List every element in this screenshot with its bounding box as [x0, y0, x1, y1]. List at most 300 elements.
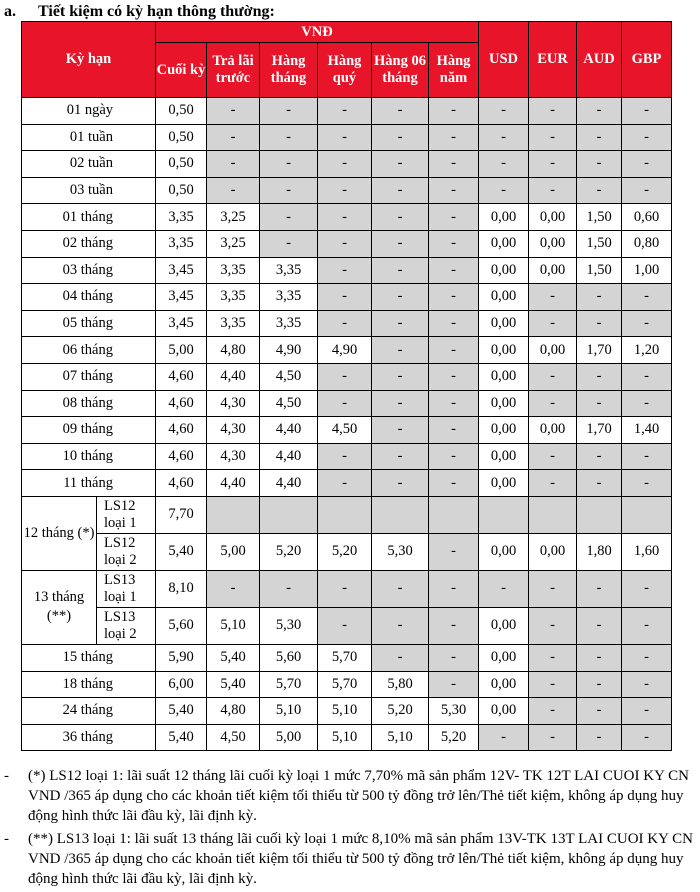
rate-cell: 4,40	[260, 470, 318, 497]
rate-cell: 4,50	[260, 363, 318, 390]
rate-cell: -	[318, 390, 372, 417]
rate-cell: 5,30	[372, 533, 429, 570]
rate-cell: 3,35	[156, 230, 207, 257]
rate-cell: -	[372, 470, 429, 497]
rate-cell: -	[529, 177, 577, 204]
table-row	[22, 443, 672, 470]
rate-cell: 4,60	[156, 443, 207, 470]
rate-cell: 0,00	[479, 533, 529, 570]
term-label: 01 ngày	[22, 98, 156, 125]
term-label: 18 tháng	[22, 671, 156, 698]
header-vnd-col: Hàng tháng	[260, 43, 318, 98]
rate-cell: -	[429, 177, 479, 204]
footnote-text: (**) LS13 loại 1: lãi suất 13 tháng lãi cuối kỳ loại 1 mức 8,10% mã sản phẩm 13V-TK 13T LAI CUOI KY CN VND /365 áp dụng cho các khoản tiết kiệm tối thiểu từ 500 tỷ đồng trở lên/Thẻ tiết kiệm, không áp dụng huy động hình thức lãi đầu kỳ, lãi định kỳ.	[28, 831, 693, 887]
term-label: 05 tháng	[22, 310, 156, 337]
rate-cell: -	[622, 470, 672, 497]
rate-cell: -	[622, 607, 672, 644]
rate-cell: 0,50	[156, 98, 207, 125]
rate-cell: 0,00	[479, 363, 529, 390]
rate-cell: 3,35	[260, 310, 318, 337]
rate-cell: -	[429, 204, 479, 231]
rate-cell: 4,80	[207, 698, 260, 725]
header-vnd-col: Cuối kỳ	[156, 43, 207, 98]
rate-cell: -	[372, 177, 429, 204]
rate-cell: 6,00	[156, 671, 207, 698]
rate-cell: -	[372, 443, 429, 470]
term-sub-label: LS13 loại 1	[97, 570, 156, 607]
term-sub-label: LS12 loại 1	[97, 496, 156, 533]
rate-cell: -	[372, 310, 429, 337]
rate-cell: 1,70	[577, 337, 622, 364]
rate-cell: 5,90	[156, 644, 207, 671]
rate-cell: -	[260, 98, 318, 125]
rate-cell: 3,25	[207, 204, 260, 231]
rate-cell: 0,00	[479, 470, 529, 497]
rate-cell: 5,80	[372, 671, 429, 698]
table-row	[22, 124, 672, 151]
term-label: 01 tuần	[22, 124, 156, 151]
rate-cell: -	[622, 644, 672, 671]
rate-cell: -	[372, 204, 429, 231]
term-label: 11 tháng	[22, 470, 156, 497]
rate-cell: -	[429, 607, 479, 644]
rate-cell: 1,60	[622, 533, 672, 570]
rate-cell: -	[429, 390, 479, 417]
rate-cell: -	[318, 470, 372, 497]
header-currency-aud: AUD	[577, 22, 622, 98]
term-label: 10 tháng	[22, 443, 156, 470]
rate-cell: 5,10	[318, 724, 372, 751]
rate-cell: -	[577, 98, 622, 125]
rate-cell: 1,20	[622, 337, 672, 364]
rate-cell: -	[622, 284, 672, 311]
term-label: 07 tháng	[22, 363, 156, 390]
rate-cell: -	[372, 417, 429, 444]
rate-cell: -	[429, 363, 479, 390]
rate-cell: -	[318, 607, 372, 644]
rate-cell: -	[318, 98, 372, 125]
table-row	[22, 284, 672, 311]
rate-cell: -	[479, 724, 529, 751]
rate-cell	[207, 496, 260, 533]
table-row	[22, 257, 672, 284]
savings-rate-table	[21, 21, 672, 751]
section-heading	[4, 3, 275, 21]
rate-cell: -	[529, 284, 577, 311]
rate-cell: -	[577, 443, 622, 470]
rate-cell	[429, 496, 479, 533]
rate-cell: 4,60	[156, 470, 207, 497]
rate-cell: 5,30	[429, 698, 479, 725]
rate-cell: -	[429, 570, 479, 607]
rate-cell: -	[622, 177, 672, 204]
rate-cell: -	[479, 177, 529, 204]
footnotes	[0, 766, 700, 892]
rate-cell: 4,50	[260, 390, 318, 417]
rate-cell: 1,80	[577, 533, 622, 570]
rate-cell: -	[529, 671, 577, 698]
rate-cell: -	[529, 570, 577, 607]
rate-cell: -	[318, 310, 372, 337]
rate-cell: 0,00	[479, 337, 529, 364]
rate-cell: -	[372, 257, 429, 284]
rate-cell: 4,80	[207, 337, 260, 364]
rate-cell: -	[429, 98, 479, 125]
rate-cell: -	[207, 151, 260, 178]
rate-cell: 4,30	[207, 443, 260, 470]
rate-cell: 3,35	[156, 204, 207, 231]
rate-cell: -	[318, 177, 372, 204]
rate-cell: 0,00	[479, 204, 529, 231]
rate-cell: -	[260, 230, 318, 257]
rate-cell: -	[622, 390, 672, 417]
rate-cell: -	[318, 204, 372, 231]
rate-cell: -	[529, 124, 577, 151]
term-label: 08 tháng	[22, 390, 156, 417]
rate-cell: -	[622, 443, 672, 470]
rate-cell: -	[577, 151, 622, 178]
rate-cell: 5,00	[207, 533, 260, 570]
rate-cell: 4,50	[318, 417, 372, 444]
rate-cell: -	[577, 607, 622, 644]
rate-cell: -	[529, 698, 577, 725]
rate-cell: 0,00	[479, 671, 529, 698]
rate-cell	[577, 496, 622, 533]
rate-cell: 4,60	[156, 417, 207, 444]
rate-cell: 0,00	[529, 337, 577, 364]
rate-cell: -	[622, 124, 672, 151]
footnote-ls12	[0, 766, 700, 826]
rate-cell: -	[429, 337, 479, 364]
rate-cell: -	[260, 151, 318, 178]
rate-cell: -	[372, 230, 429, 257]
rate-cell: 5,10	[372, 724, 429, 751]
rate-cell: -	[318, 230, 372, 257]
rate-cell: -	[479, 570, 529, 607]
rate-cell: 5,40	[156, 724, 207, 751]
rate-cell	[260, 496, 318, 533]
rate-cell: -	[622, 151, 672, 178]
rate-cell: 5,70	[318, 644, 372, 671]
rate-cell: 4,50	[207, 724, 260, 751]
rate-cell: 4,90	[318, 337, 372, 364]
footnote-text: (*) LS12 loại 1: lãi suất 12 tháng lãi cuối kỳ loại 1 mức 7,70% mã sản phẩm 12V- TK 12T LAI CUOI KY CN VND /365 áp dụng cho các khoản tiết kiệm tối thiểu từ 500 tỷ đồng trở lên/Thẻ tiết kiệm, không áp dụng huy động hình thức lãi đầu kỳ, lãi định kỳ.	[28, 768, 689, 824]
rate-cell: 3,25	[207, 230, 260, 257]
term-label: 24 tháng	[22, 698, 156, 725]
rate-cell: -	[529, 151, 577, 178]
rate-cell: -	[529, 310, 577, 337]
rate-cell: 1,50	[577, 204, 622, 231]
rate-cell: -	[577, 470, 622, 497]
rate-cell: -	[207, 570, 260, 607]
rate-cell: 5,70	[318, 671, 372, 698]
header-row	[22, 22, 672, 43]
rate-cell: 5,20	[318, 533, 372, 570]
rate-cell: 3,35	[260, 257, 318, 284]
rate-cell: -	[577, 284, 622, 311]
rate-cell: -	[529, 443, 577, 470]
rate-cell	[479, 496, 529, 533]
term-label: 09 tháng	[22, 417, 156, 444]
rate-cell: -	[429, 470, 479, 497]
footnote-ls13	[0, 829, 700, 889]
rate-cell: 0,50	[156, 151, 207, 178]
rate-cell: 0,50	[156, 177, 207, 204]
rate-cell: 0,00	[479, 698, 529, 725]
rate-cell: -	[372, 337, 429, 364]
rate-cell: -	[577, 363, 622, 390]
rate-cell: 4,40	[207, 470, 260, 497]
rate-cell: 5,60	[156, 607, 207, 644]
rate-cell: -	[429, 671, 479, 698]
rate-cell: -	[429, 417, 479, 444]
rate-cell: 0,00	[529, 257, 577, 284]
rate-cell: 4,40	[260, 443, 318, 470]
rate-cell: 4,60	[156, 390, 207, 417]
header-currency-gbp: GBP	[622, 22, 672, 98]
rate-cell: 4,40	[260, 417, 318, 444]
rate-cell: -	[318, 363, 372, 390]
rate-cell: -	[529, 644, 577, 671]
rate-cell: 5,00	[260, 724, 318, 751]
rate-cell	[529, 496, 577, 533]
table-row	[22, 337, 672, 364]
rate-cell: -	[577, 644, 622, 671]
rate-cell: -	[529, 607, 577, 644]
rate-cell: 4,60	[156, 363, 207, 390]
term-sub-label: LS13 loại 2	[97, 607, 156, 644]
rate-cell: 5,30	[260, 607, 318, 644]
rate-cell: -	[372, 363, 429, 390]
rate-cell: 5,10	[260, 698, 318, 725]
rate-cell: 0,00	[479, 284, 529, 311]
rate-cell: 3,35	[260, 284, 318, 311]
rate-cell: -	[577, 671, 622, 698]
table-row	[22, 417, 672, 444]
rate-cell: -	[372, 570, 429, 607]
term-label: 36 tháng	[22, 724, 156, 751]
table-row	[22, 310, 672, 337]
rate-cell: -	[577, 177, 622, 204]
header-vnd-group: VNĐ	[156, 22, 479, 43]
rate-cell: -	[372, 284, 429, 311]
rate-cell: 1,00	[622, 257, 672, 284]
rate-cell	[372, 496, 429, 533]
rate-cell: -	[207, 124, 260, 151]
rate-cell: -	[529, 724, 577, 751]
rate-cell: 0,00	[529, 204, 577, 231]
rate-cell: 5,40	[156, 533, 207, 570]
rate-cell: -	[318, 151, 372, 178]
rate-cell: 5,10	[318, 698, 372, 725]
rate-cell: -	[529, 363, 577, 390]
rate-cell: -	[479, 151, 529, 178]
rate-cell	[622, 496, 672, 533]
rate-cell: 0,00	[479, 443, 529, 470]
rate-cell: 0,50	[156, 124, 207, 151]
rate-cell: 1,70	[577, 417, 622, 444]
rate-cell: -	[577, 390, 622, 417]
rate-cell: 5,60	[260, 644, 318, 671]
rate-cell: -	[260, 570, 318, 607]
footnote-dash: -	[4, 768, 9, 784]
header-vnd-col: Trả lãi trước	[207, 43, 260, 98]
footnote-dash: -	[4, 831, 9, 847]
rate-cell: -	[429, 257, 479, 284]
table-row	[22, 570, 672, 607]
rate-cell: -	[372, 151, 429, 178]
rate-cell: 4,30	[207, 390, 260, 417]
table-row	[22, 607, 672, 644]
rate-cell: -	[318, 124, 372, 151]
rate-cell: -	[577, 570, 622, 607]
term-label: 02 tháng	[22, 230, 156, 257]
term-label: 15 tháng	[22, 644, 156, 671]
rate-cell: -	[207, 98, 260, 125]
rate-cell: 5,20	[260, 533, 318, 570]
term-label: 04 tháng	[22, 284, 156, 311]
rate-cell: 3,35	[207, 310, 260, 337]
table-row	[22, 644, 672, 671]
table-row	[22, 724, 672, 751]
rate-cell: 0,80	[622, 230, 672, 257]
rate-cell: -	[429, 443, 479, 470]
term-label: 03 tháng	[22, 257, 156, 284]
rate-cell: -	[372, 607, 429, 644]
rate-cell: 0,00	[529, 533, 577, 570]
rate-cell: 5,00	[156, 337, 207, 364]
rate-cell: 4,40	[207, 363, 260, 390]
term-label: 01 tháng	[22, 204, 156, 231]
rate-cell: 5,10	[207, 607, 260, 644]
rate-cell: 0,00	[479, 257, 529, 284]
rate-cell: -	[429, 284, 479, 311]
rate-cell: -	[577, 310, 622, 337]
rate-cell: 4,90	[260, 337, 318, 364]
header-currency-usd: USD	[479, 22, 529, 98]
rate-cell: 3,45	[156, 257, 207, 284]
rate-cell: 5,40	[207, 671, 260, 698]
term-group-label: 12 tháng (*)	[22, 496, 97, 570]
table-row	[22, 698, 672, 725]
rate-cell: -	[318, 443, 372, 470]
rate-cell: 0,00	[479, 417, 529, 444]
term-group-label: 13 tháng (**)	[22, 570, 97, 644]
rate-cell: -	[372, 98, 429, 125]
rate-cell: 0,00	[529, 230, 577, 257]
table-row	[22, 98, 672, 125]
rate-cell: -	[479, 98, 529, 125]
table-row	[22, 177, 672, 204]
rate-cell: -	[429, 533, 479, 570]
term-sub-label: LS12 loại 2	[97, 533, 156, 570]
rate-cell: 1,50	[577, 257, 622, 284]
rate-cell: -	[622, 570, 672, 607]
rate-cell: 1,50	[577, 230, 622, 257]
rate-cell: -	[622, 724, 672, 751]
rate-cell: -	[622, 671, 672, 698]
rate-cell: -	[372, 124, 429, 151]
table-row	[22, 470, 672, 497]
table-row	[22, 671, 672, 698]
table-row	[22, 496, 672, 533]
section-number: a.	[4, 3, 16, 20]
table-row	[22, 390, 672, 417]
rate-cell: 0,60	[622, 204, 672, 231]
table-row	[22, 151, 672, 178]
rate-cell: -	[577, 698, 622, 725]
rate-cell: -	[318, 284, 372, 311]
rate-cell: -	[622, 363, 672, 390]
rate-cell: -	[429, 230, 479, 257]
rate-cell: 0,00	[479, 390, 529, 417]
rate-cell: -	[529, 470, 577, 497]
header-currency-eur: EUR	[529, 22, 577, 98]
rate-cell: -	[260, 177, 318, 204]
term-label: 06 tháng	[22, 337, 156, 364]
header-vnd-col: Hàng năm	[429, 43, 479, 98]
table-row	[22, 363, 672, 390]
table-row	[22, 533, 672, 570]
rate-cell: -	[622, 310, 672, 337]
rate-cell: 0,00	[479, 607, 529, 644]
rate-cell: 3,35	[207, 284, 260, 311]
rate-cell: 3,45	[156, 310, 207, 337]
rate-cell: -	[207, 177, 260, 204]
rate-cell: -	[529, 390, 577, 417]
rate-cell: 5,20	[372, 698, 429, 725]
rate-cell: 0,00	[479, 310, 529, 337]
rate-cell: 8,10	[156, 570, 207, 607]
rate-cell: 7,70	[156, 496, 207, 533]
rate-cell: -	[372, 644, 429, 671]
rate-cell: 5,70	[260, 671, 318, 698]
rate-cell: 3,45	[156, 284, 207, 311]
header-vnd-col: Hàng 06 tháng	[372, 43, 429, 98]
rate-cell: -	[529, 98, 577, 125]
rate-cell: 0,00	[529, 417, 577, 444]
rate-cell: -	[260, 204, 318, 231]
header-term: Kỳ hạn	[22, 22, 156, 98]
rate-cell: 5,20	[429, 724, 479, 751]
term-label: 03 tuần	[22, 177, 156, 204]
rate-cell: 3,35	[207, 257, 260, 284]
rate-cell: -	[318, 257, 372, 284]
table-row	[22, 204, 672, 231]
rate-cell: -	[577, 124, 622, 151]
rate-cell: 5,40	[207, 644, 260, 671]
table-row	[22, 230, 672, 257]
rate-cell: -	[622, 698, 672, 725]
rate-cell: -	[429, 124, 479, 151]
rate-cell	[318, 496, 372, 533]
rate-cell: -	[622, 98, 672, 125]
rate-cell: 5,40	[156, 698, 207, 725]
rate-cell: 0,00	[479, 644, 529, 671]
rate-cell: 4,30	[207, 417, 260, 444]
rate-cell: -	[429, 644, 479, 671]
rate-cell: -	[479, 124, 529, 151]
rate-cell: -	[372, 390, 429, 417]
rate-cell: 1,40	[622, 417, 672, 444]
rate-cell: -	[318, 570, 372, 607]
term-label: 02 tuần	[22, 151, 156, 178]
rate-cell: -	[577, 724, 622, 751]
rate-cell: 0,00	[479, 230, 529, 257]
header-vnd-col: Hàng quý	[318, 43, 372, 98]
section-title: Tiết kiệm có kỳ hạn thông thường:	[38, 3, 275, 20]
rate-cell: -	[429, 310, 479, 337]
